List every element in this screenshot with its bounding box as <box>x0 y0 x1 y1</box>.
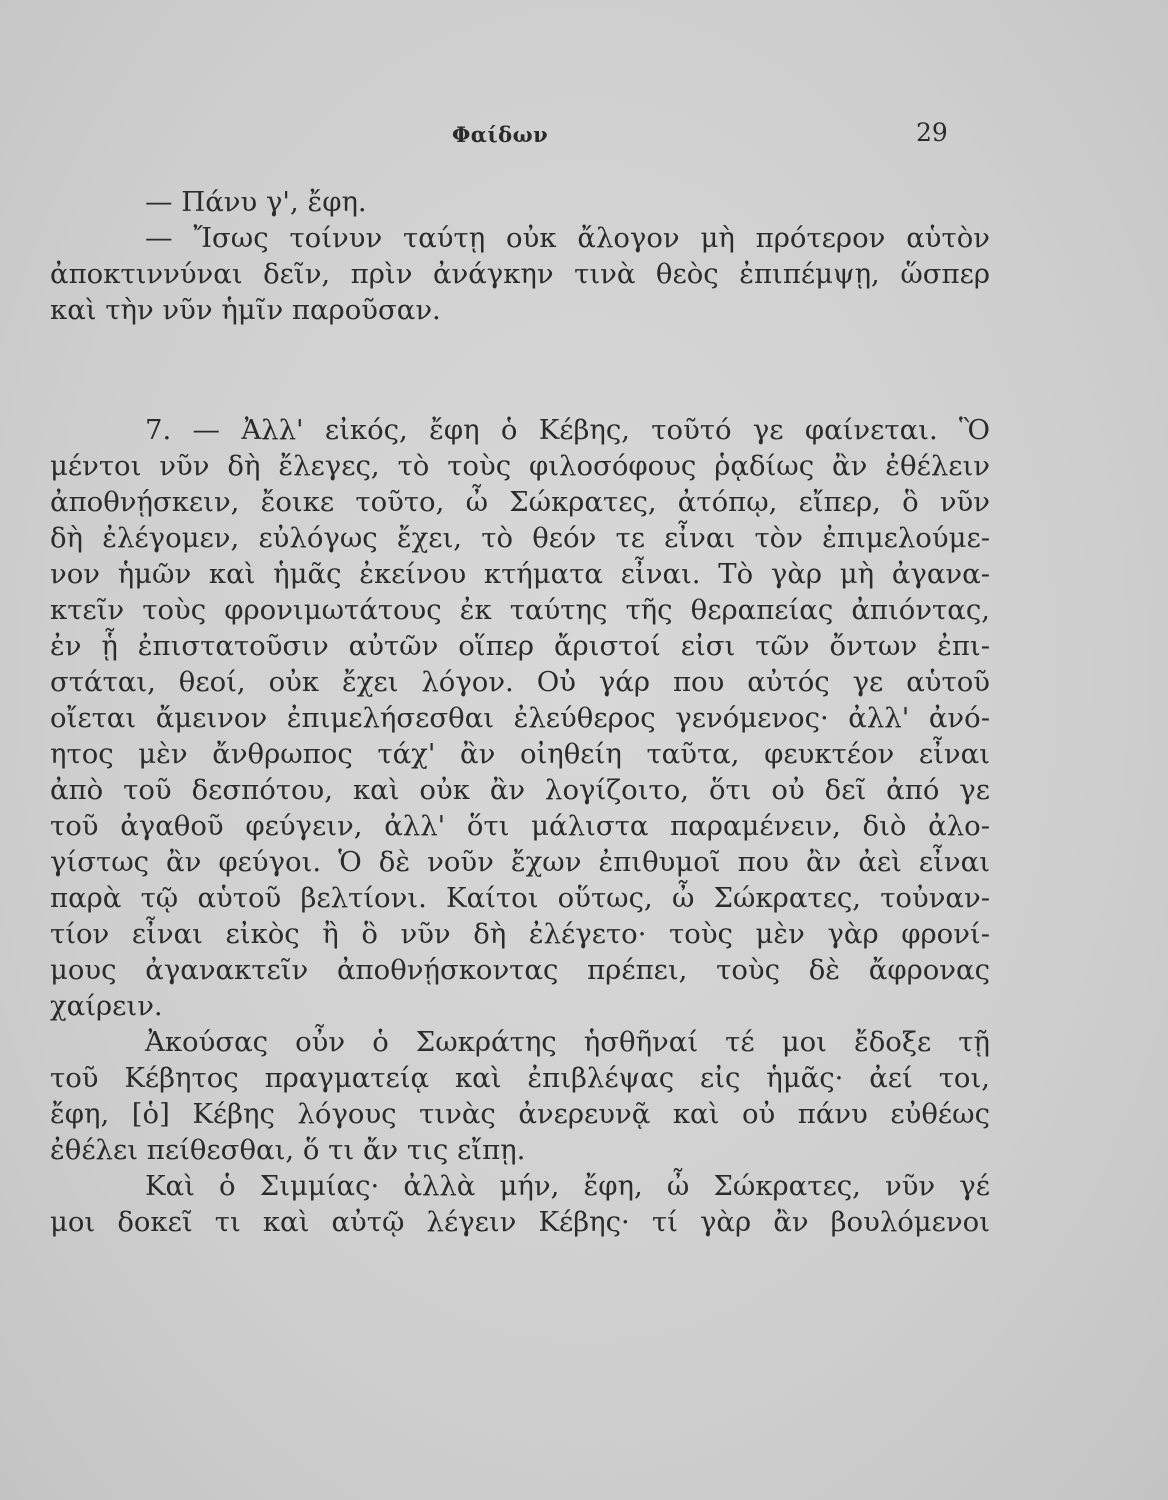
text-line: κτεῖν τοὺς φρονιμωτάτους ἐκ ταύτης τῆς θεραπείας ἀπιόντας, <box>50 594 990 626</box>
text-line: νον ἡμῶν καὶ ἡμᾶς ἐκείνου κτήματα εἶναι. Τὸ γὰρ μὴ ἀγανα- <box>50 558 990 590</box>
text-line: Ἀκούσας οὖν ὁ Σωκράτης ἡσθῆναί τέ μοι ἔδοξε τῇ <box>145 1026 990 1058</box>
running-title: Φαίδων <box>452 122 549 147</box>
text-line: οἴεται ἄμεινον ἐπιμελήσεσθαι ἐλεύθερος γενόμενος· ἀλλ' ἀνό- <box>50 702 990 734</box>
text-line: δὴ ἐλέγομεν, εὐλόγως ἔχει, τὸ θεόν τε εἶναι τὸν ἐπιμελούμε- <box>50 522 990 554</box>
text-line: ἔφη, [ὁ] Κέβης λόγους τινὰς ἀνερευνᾷ καὶ οὐ πάνυ εὐθέως <box>50 1098 990 1130</box>
text-block-opening-dialog <box>50 184 990 328</box>
page-header <box>0 118 1168 152</box>
text-line: μους ἀγανακτεῖν ἀποθνῄσκοντας πρέπει, τοὺς δὲ ἄφρονας <box>50 954 990 986</box>
page-number: 29 <box>916 118 948 147</box>
text-line: Καὶ ὁ Σιμμίας· ἀλλὰ μήν, ἔφη, ὦ Σώκρατες, νῦν γέ <box>145 1170 990 1202</box>
text-line: μέντοι νῦν δὴ ἔλεγες, τὸ τοὺς φιλοσόφους ῥᾳδίως ἂν ἐθέλειν <box>50 450 990 482</box>
text-line: τοῦ ἀγαθοῦ φεύγειν, ἀλλ' ὅτι μάλιστα παραμένειν, διὸ ἀλο- <box>50 810 990 842</box>
text-line: στάται, θεοί, οὐκ ἔχει λόγον. Οὐ γάρ που αὐτός γε αὑτοῦ <box>50 666 990 698</box>
text-line: ἀποκτιννύναι δεῖν, πρὶν ἀνάγκην τινὰ θεὸς ἐπιπέμψῃ, ὥσπερ <box>50 258 990 290</box>
text-line: 7. — Ἀλλ' εἰκός, ἔφη ὁ Κέβης, τοῦτό γε φαίνεται. Ὃ <box>145 414 990 446</box>
text-line: ἐθέλει πείθεσθαι, ὅ τι ἄν τις εἴπῃ. <box>50 1134 526 1166</box>
text-line: τίον εἶναι εἰκὸς ἢ ὃ νῦν δὴ ἐλέγετο· τοὺς μὲν γὰρ φρονί- <box>50 918 990 950</box>
text-line: ητος μὲν ἄνθρωπος τάχ' ἂν οἰηθείη ταῦτα, φευκτέον εἶναι <box>50 738 990 770</box>
text-line: — Ἴσως τοίνυν ταύτῃ οὐκ ἄλογον μὴ πρότερον αὑτὸν <box>145 222 990 254</box>
text-block-section-7 <box>50 412 990 1240</box>
text-line: παρὰ τῷ αὑτοῦ βελτίονι. Καίτοι οὕτως, ὦ Σώκρατες, τοὐναν- <box>50 882 990 914</box>
text-line: ἀπὸ τοῦ δεσπότου, καὶ οὐκ ἂν λογίζοιτο, ὅτι οὐ δεῖ ἀπό γε <box>50 774 990 806</box>
text-line: ἐν ᾗ ἐπιστατοῦσιν αὐτῶν οἵπερ ἄριστοί εἰσι τῶν ὄντων ἐπι- <box>50 630 990 662</box>
text-line: ἀποθνῄσκειν, ἔοικε τοῦτο, ὦ Σώκρατες, ἀτόπῳ, εἴπερ, ὃ νῦν <box>50 486 990 518</box>
text-line: μοι δοκεῖ τι καὶ αὐτῷ λέγειν Κέβης· τί γὰρ ἂν βουλόμενοι <box>50 1206 990 1238</box>
text-line: — Πάνυ γ', ἔφη. <box>145 186 367 218</box>
text-line: τοῦ Κέβητος πραγματείᾳ καὶ ἐπιβλέψας εἰς ἡμᾶς· ἀεί τοι, <box>50 1062 990 1094</box>
text-line: γίστως ἂν φεύγοι. Ὁ δὲ νοῦν ἔχων ἐπιθυμοῖ που ἂν ἀεὶ εἶναι <box>50 846 990 878</box>
text-line: χαίρειν. <box>50 990 163 1022</box>
text-line: καὶ τὴν νῦν ἡμῖν παροῦσαν. <box>50 294 441 326</box>
